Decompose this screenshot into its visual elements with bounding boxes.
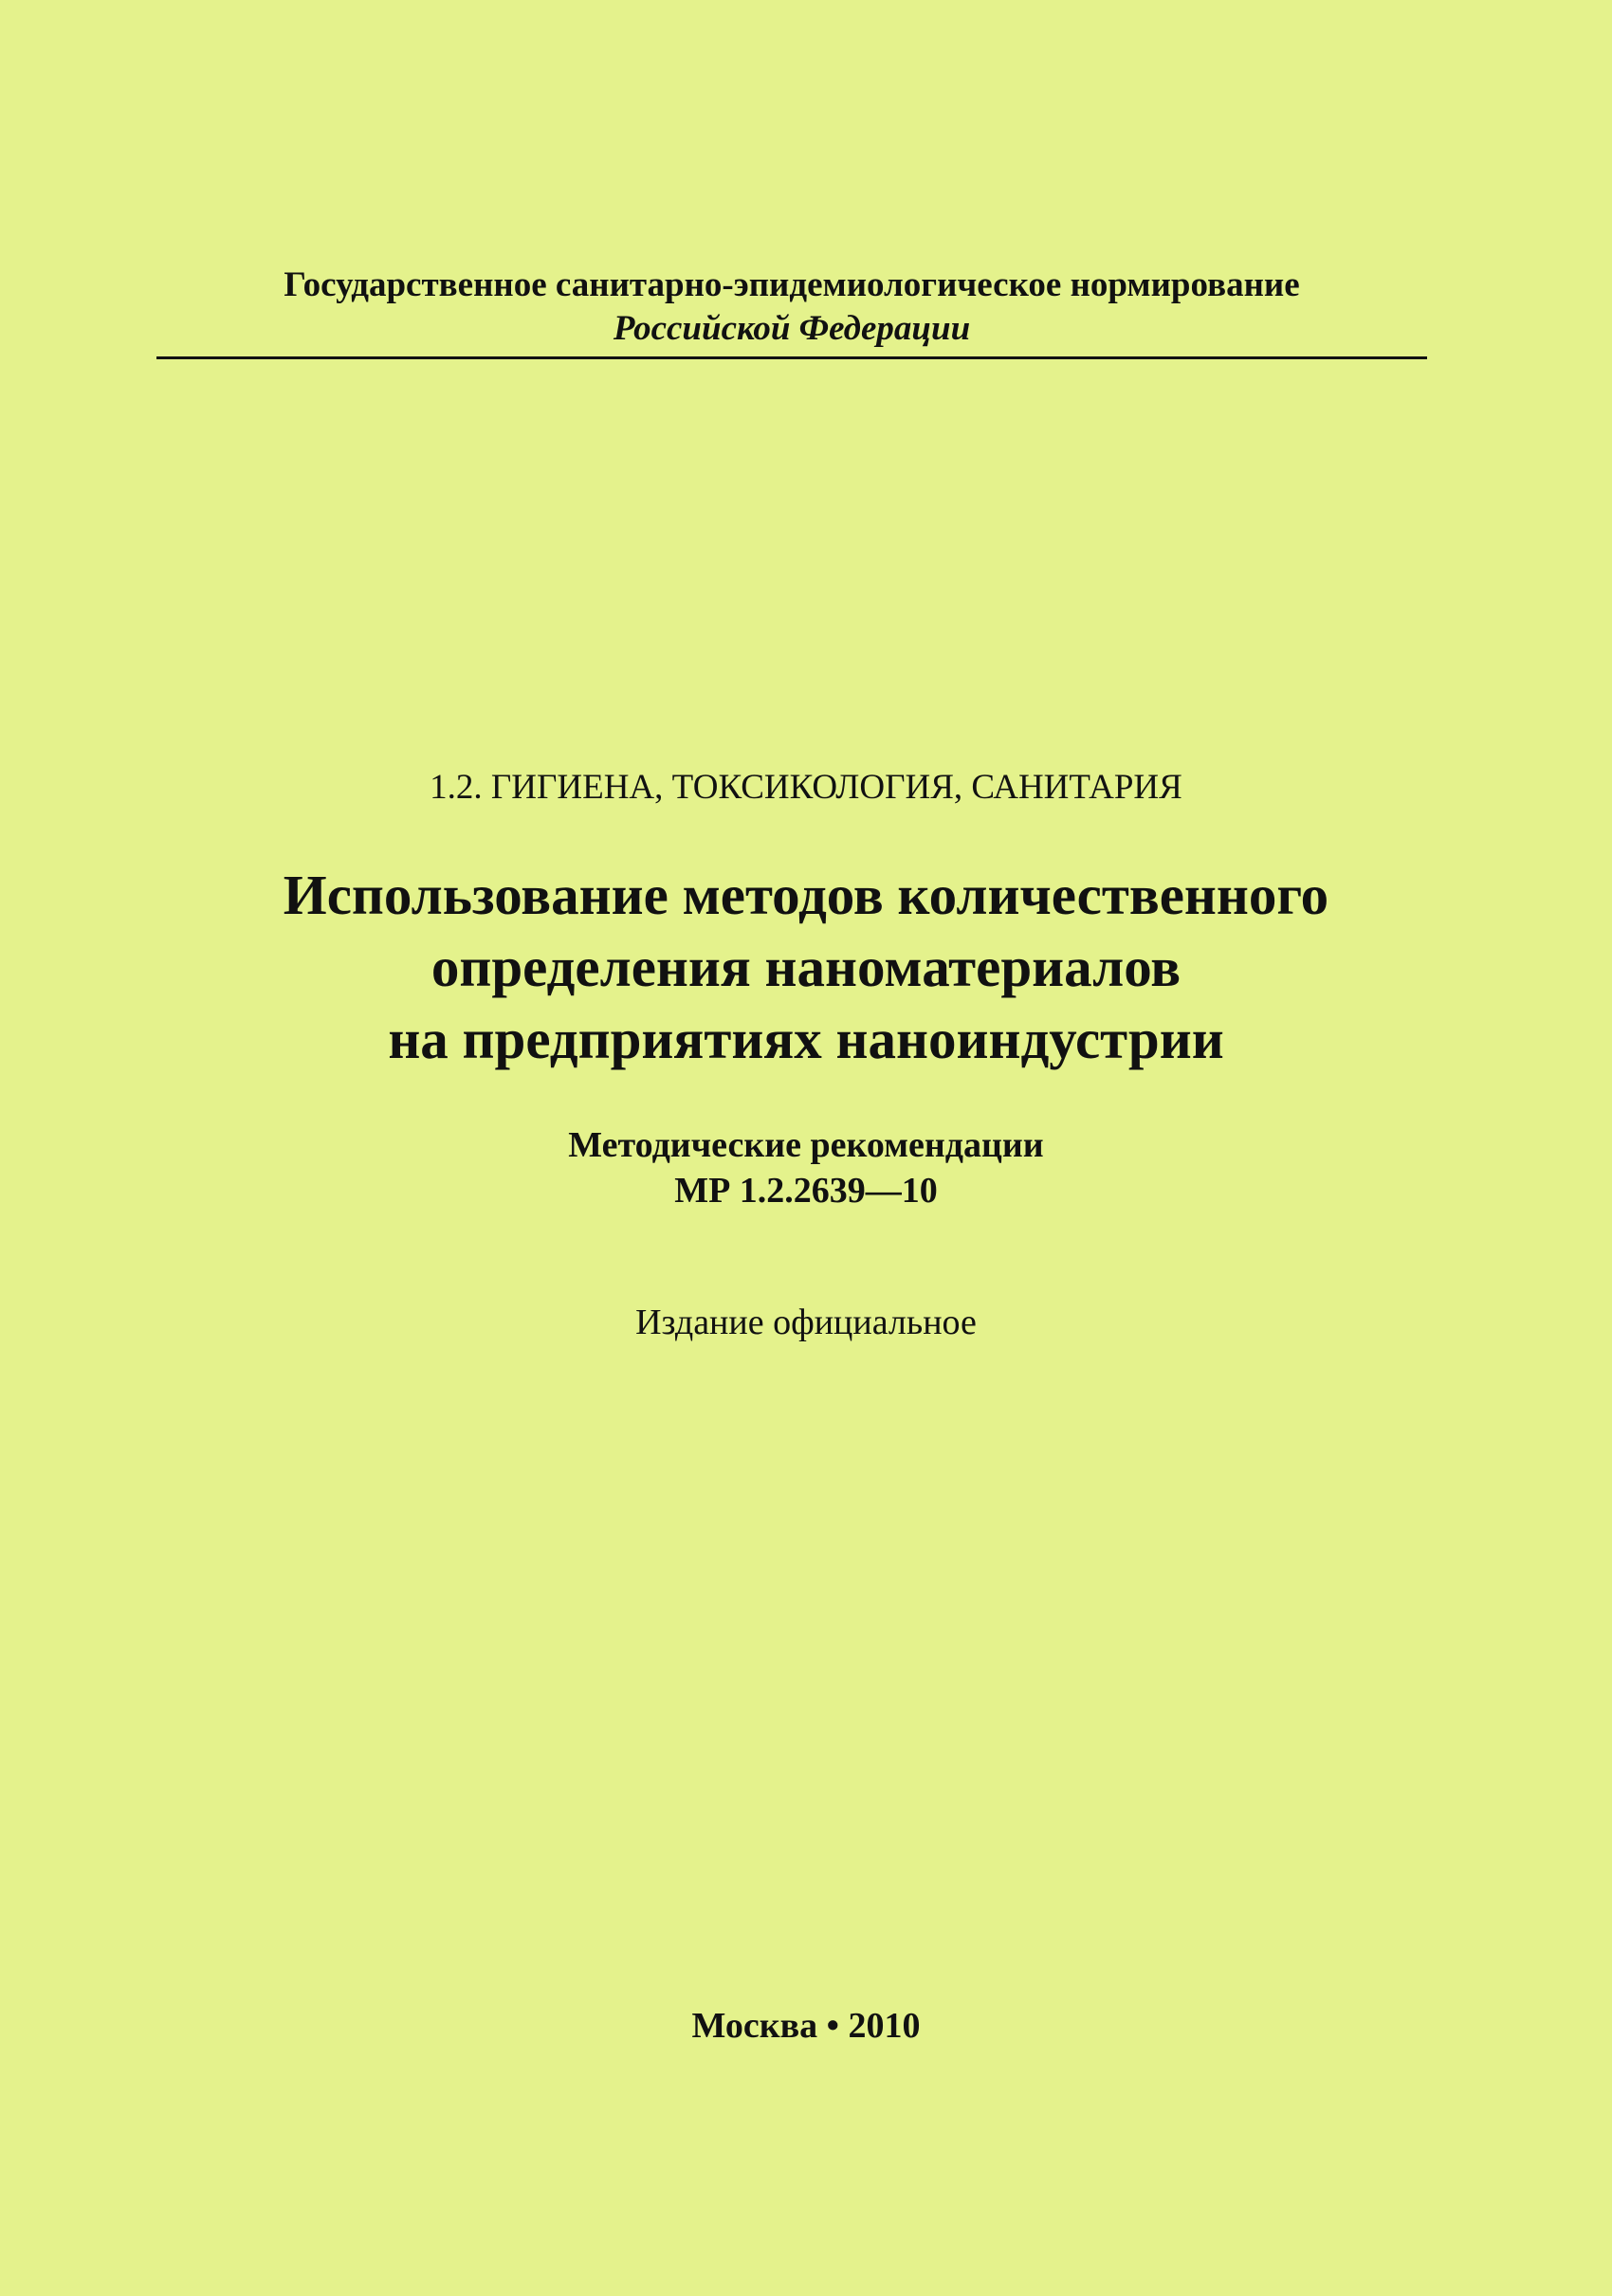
title-line-3: на предприятиях наноиндустрии [388, 1008, 1224, 1070]
publication-year: 2010 [848, 2006, 921, 2046]
footer-separator: • [826, 2006, 839, 2046]
title-line-1: Использование методов количественного [283, 864, 1329, 926]
publication-footer [0, 2002, 1612, 2050]
publication-city: Москва [691, 2006, 818, 2046]
document-subtitle [0, 1122, 1612, 1213]
issuer-line-1: Государственное санитарно-эпидемиологическое нормирование [284, 265, 1300, 304]
title-line-2: определения наноматериалов [430, 936, 1182, 998]
document-number: МР 1.2.2639—10 [674, 1171, 938, 1211]
issuer-header [156, 264, 1427, 351]
document-type: Методические рекомендации [568, 1125, 1044, 1165]
header-divider [156, 356, 1427, 359]
issuer-line-2: Российской Федерации [613, 309, 971, 348]
document-title [0, 859, 1612, 1075]
section-heading: 1.2. ГИГИЕНА, ТОКСИКОЛОГИЯ, САНИТАРИЯ [430, 768, 1182, 807]
edition-label: Издание официальное [635, 1303, 977, 1342]
